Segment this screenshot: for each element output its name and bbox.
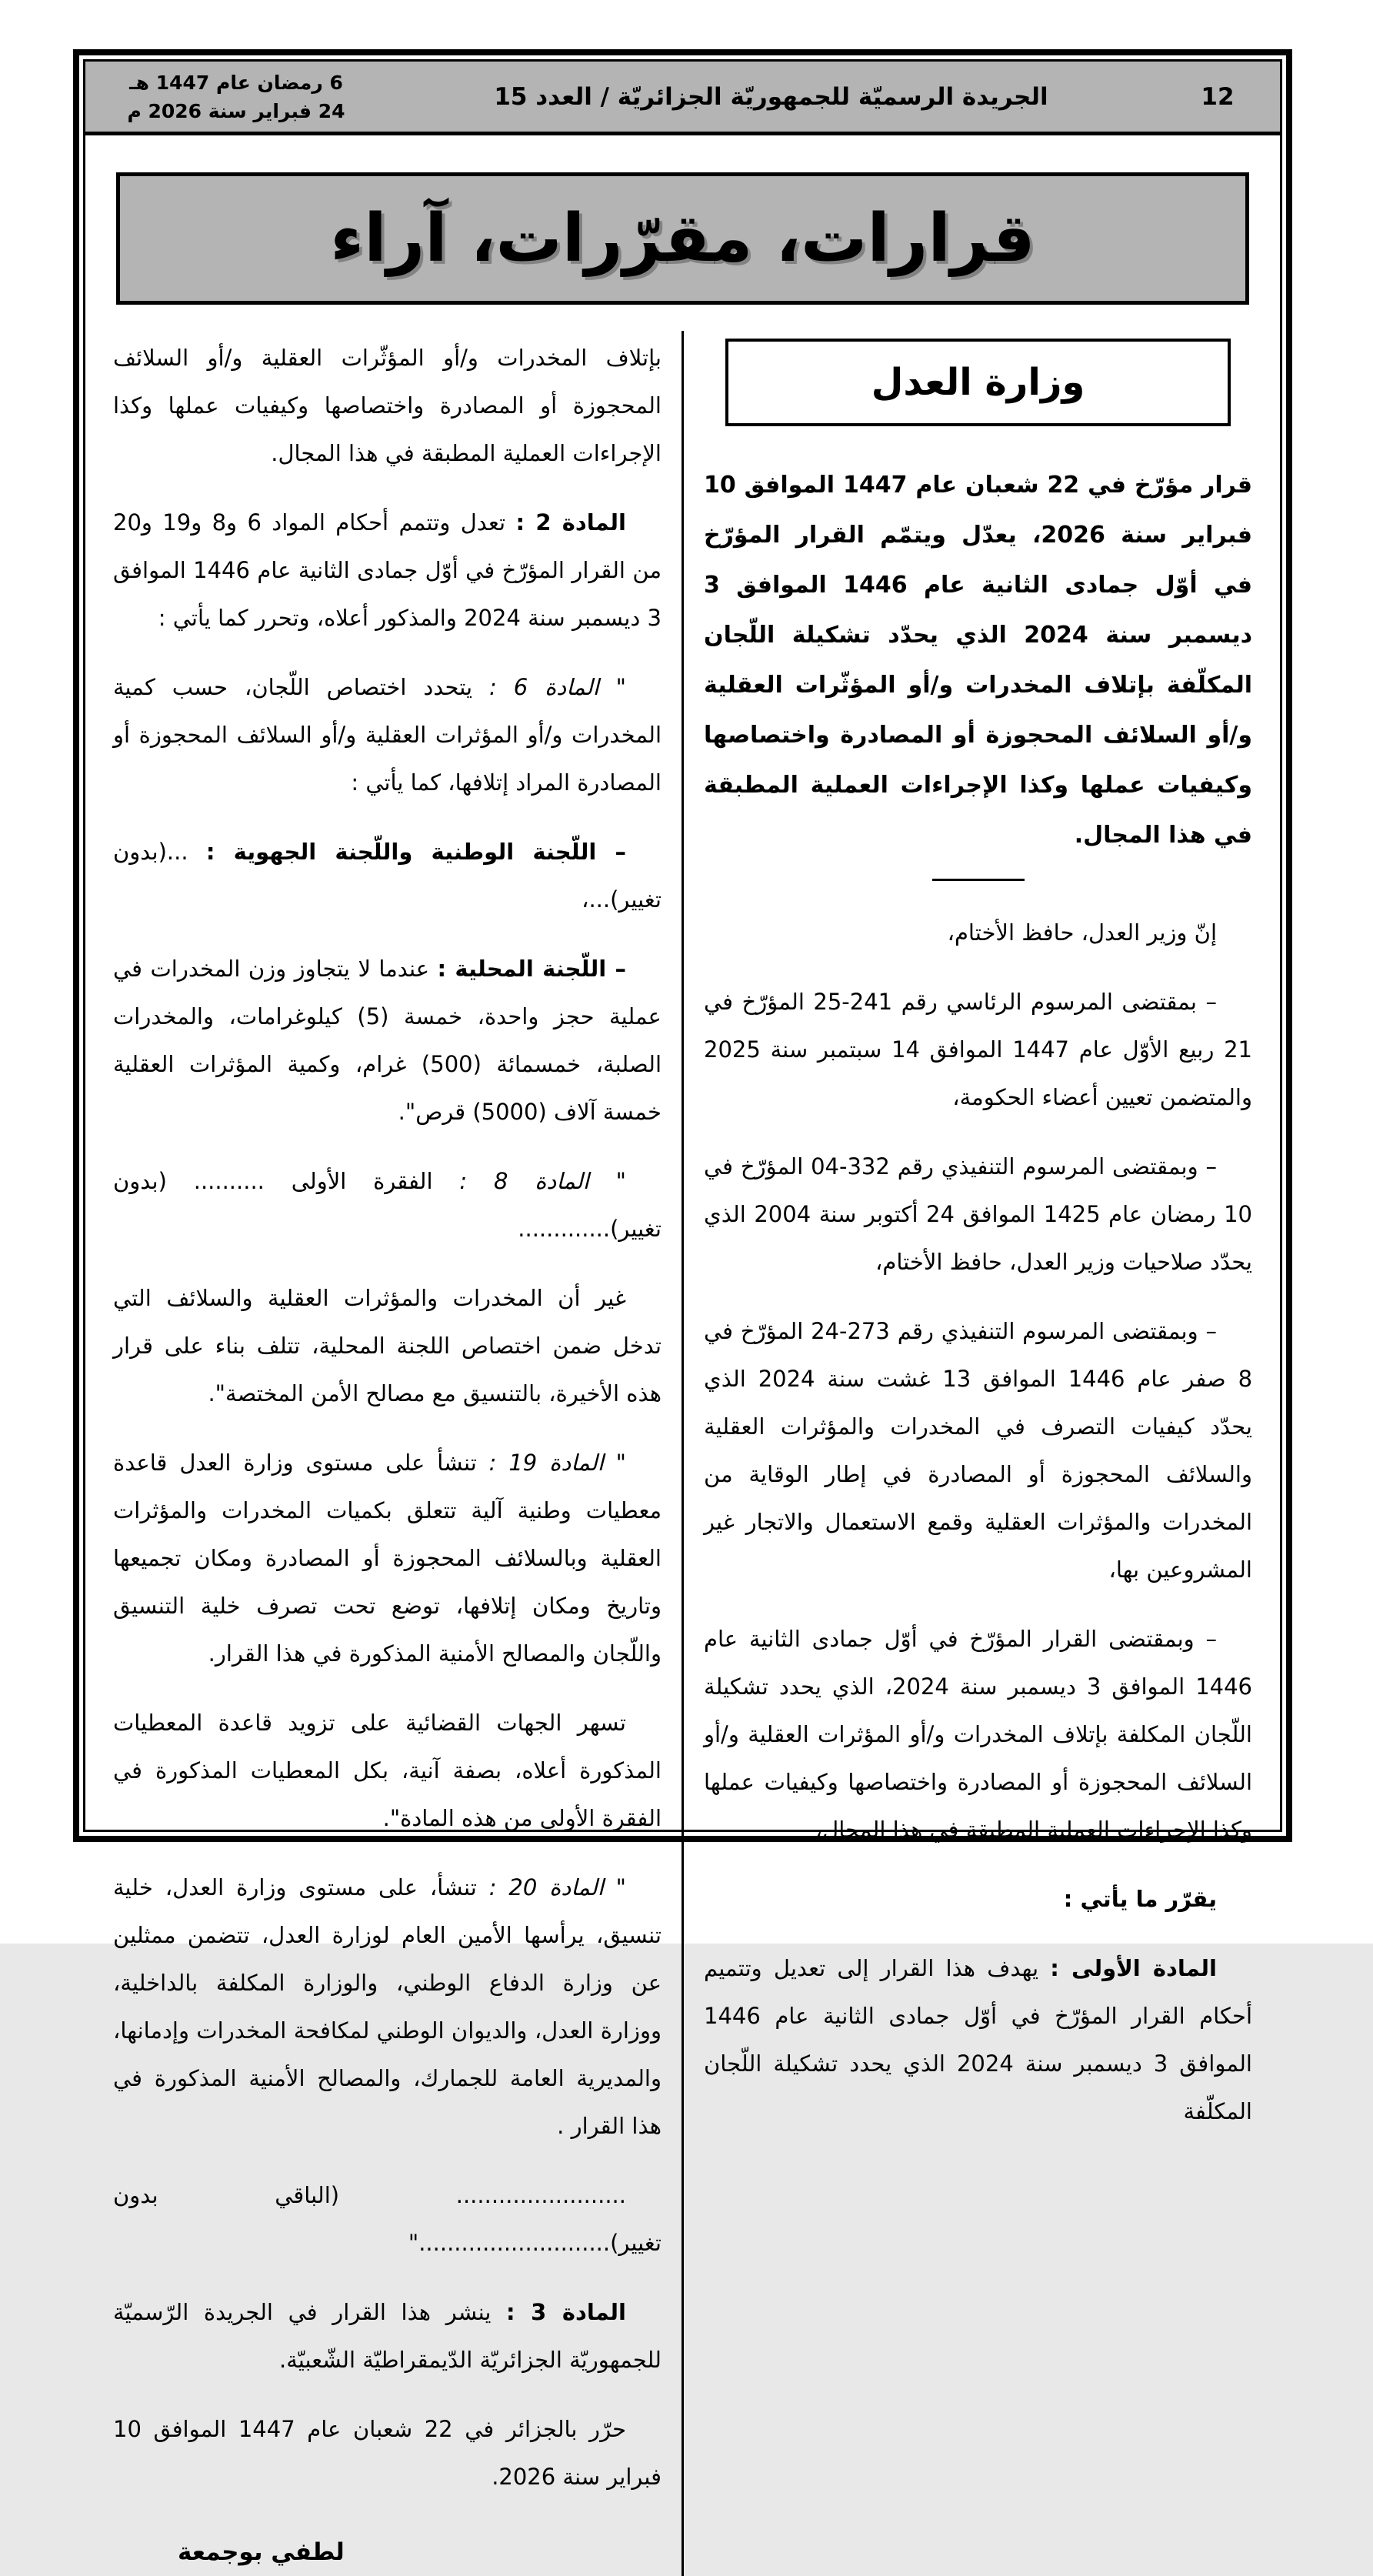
paragraph-exception: غير أن المخدرات والمؤثرات العقلية والسلائف التي تدخل ضمن اختصاص اللجنة المحلية، تتلف بناء على قرار هذه الأخيرة، بالتنسيق مع مصالح الأمن المختصة". <box>113 1285 662 1406</box>
header-bar <box>85 62 1280 135</box>
article-8-text: الفقرة الأولى .......... (بدون تغيير)............. <box>113 1168 662 1242</box>
separator-rule <box>932 879 1025 881</box>
page-frame <box>73 49 1292 2566</box>
article-20-text: تنشأ، على مستوى وزارة العدل، خلية تنسيق، يرأسها الأمين العام لوزارة العدل، تتضمن ممثلين عن وزارة الدفاع الوطني، والوزارة المكلفة بالداخلية، ووزارة العدل، والديوان الوطني لمكافحة المخدرات وإدمانها، والمديرية العامة للجمارك، والمصالح الأمنية المذكورة في هذا القرار . <box>113 1874 662 2139</box>
paragraph-article-20 <box>113 1864 662 2150</box>
article-2-lead: المادة 2 : <box>515 509 626 536</box>
article-1-text: يهدف هذا القرار إلى تعديل وتتميم أحكام القرار المؤرّخ في أوّل جمادى الثانية عام 1446 الموافق 3 ديسمبر سنة 2024 الذي يحدد تشكيلة اللّجان المكلّفة <box>704 1955 1252 2124</box>
paragraph-judicial-bodies: تسهر الجهات القضائية على تزويد قاعدة المعطيات المذكورة أعلاه، بصفة آنية، بكل المعطيات المذكورة في الفقرة الأولى من هذه المادة". <box>113 1710 662 1831</box>
header-date-hijri: 6 رمضان عام 1447 هـ <box>129 71 343 94</box>
paragraph-article-2 <box>113 499 662 642</box>
article-19-text: تنشأ على مستوى وزارة العدل قاعدة معطيات وطنية آلية تتعلق بكميات المخدرات والمؤثرات العقلية وبالسلائف المحجوزة أو المصادرة ومكان تجميعها وتاريخ ومكان إتلافها، توضع تحت تصرف خلية التنسيق واللّجان والمصالح الأمنية المذكورة في هذا القرار. <box>113 1450 662 1667</box>
decree-intro: قرار مؤرّخ في 22 شعبان عام 1447 الموافق 10 فبراير سنة 2026، يعدّل ويتمّم القرار المؤرّخ في أوّل جمادى الثانية عام 1446 الموافق 3 ديسمبر سنة 2024 الذي يحدّد تشكيلة اللّجان المكلّفة بإتلاف المخدرات و/أو المؤثّرات العقلية و/أو السلائف المحجوزة أو المصادرة واختصاصها وكيفيات عملها وكذا الإجراءات العملية المطبقة في هذا المجال. <box>704 472 1253 849</box>
paragraph-visa-1: – بمقتضى المرسوم الرئاسي رقم 241-25 المؤرّخ في 21 ربيع الأوّل عام 1447 الموافق 14 سبتمبر سنة 2025 والمتضمن تعيين أعضاء الحكومة، <box>704 989 1252 1110</box>
section-banner <box>116 172 1249 305</box>
column-right <box>684 331 1280 2576</box>
article-6-text: يتحدد اختصاص اللّجان، حسب كمية المخدرات و/أو المؤثرات العقلية و/أو السلائف المحجوزة أو المصادرة المراد إتلافها، كما يأتي : <box>113 674 662 796</box>
article-1-lead: المادة الأولى : <box>1050 1955 1217 1981</box>
article-2-text: تعدل وتتمم أحكام المواد 6 و8 و19 و20 من القرار المؤرّخ في أوّل جمادى الثانية عام 1446 الموافق 3 ديسمبر سنة 2024 والمذكور أعلاه، وتحرر كما يأتي : <box>113 509 662 631</box>
article-8-lead: " المادة 8 : <box>459 1168 626 1194</box>
paragraph-article-8 <box>113 1157 662 1253</box>
ministry-heading: وزارة العدل <box>871 361 1085 404</box>
paragraph-article-3 <box>113 2288 662 2384</box>
local-committee-text: عندما لا يتجاوز وزن المخدرات في عملية حجز واحدة، خمسة (5) كيلوغرامات، والمخدرات الصلبة، خمسمائة (500) غرام، وكمية المؤثرات العقلية خمسة آلاف (5000) قرص". <box>113 956 662 1125</box>
article-19-lead: " المادة 19 : <box>488 1450 626 1476</box>
paragraph-done-at: حرّر بالجزائر في 22 شعبان عام 1447 الموافق 10 فبراير سنة 2026. <box>113 2416 662 2490</box>
page-frame-inner <box>83 59 1282 2566</box>
signature: لطفي بوجمعة <box>178 2538 345 2566</box>
header-date-gregorian: 24 فبراير سنة 2026 م <box>127 99 345 122</box>
national-committee-lead: – اللّجنة الوطنية واللّجنة الجهوية : <box>205 839 626 865</box>
journal-title: الجريدة الرسميّة للجمهوريّة الجزائريّة / العدد 15 <box>494 82 1048 111</box>
paragraph-preamble: إنّ وزير العدل، حافظ الأختام، <box>947 919 1217 946</box>
article-3-lead: المادة 3 : <box>506 2299 626 2325</box>
article-20-lead: " المادة 20 : <box>488 1874 626 1900</box>
paragraph-national-committee <box>113 828 662 923</box>
paragraph-rest-unchanged: ........................ (الباقي بدون تغيير)..........................." <box>113 2182 662 2256</box>
paragraph-local-committee <box>113 945 662 1136</box>
paragraph-decides: يقرّر ما يأتي : <box>1063 1886 1217 1912</box>
ministry-heading-box <box>725 339 1231 426</box>
paragraph-article-1 <box>704 1944 1252 2135</box>
article-3-text: ينشر هذا القرار في الجريدة الرّسميّة للجمهوريّة الجزائريّة الدّيمقراطيّة الشّعبيّة. <box>113 2299 662 2373</box>
body-columns <box>85 331 1280 2576</box>
page-number: 12 <box>1201 82 1235 111</box>
header-dates <box>105 68 367 125</box>
section-banner-title: قرارات، مقرّرات، آراء <box>330 200 1035 277</box>
local-committee-lead: – اللّجنة المحلية : <box>437 956 626 982</box>
paragraph-continuation: بإتلاف المخدرات و/أو المؤثّرات العقلية و/أو السلائف المحجوزة أو المصادرة واختصاصها وكيفيات عملها وكذا الإجراءات العملية المطبقة في هذا المجال. <box>113 345 662 466</box>
paragraph-visa-3: – وبمقتضى المرسوم التنفيذي رقم 273-24 المؤرّخ في 8 صفر عام 1446 الموافق 13 غشت سنة 2024 الذي يحدّد كيفيات التصرف في المخدرات والمؤثرات العقلية والسلائف المحجوزة أو المصادرة في إطار الوقاية من المخدرات والمؤثرات العقلية وقمع الاستعمال والاتجار غير المشروعين بها، <box>704 1318 1253 1583</box>
paragraph-article-6 <box>113 663 662 806</box>
column-left <box>85 331 682 2576</box>
paragraph-visa-2: – وبمقتضى المرسوم التنفيذي رقم 332-04 المؤرّخ في 10 رمضان عام 1425 الموافق 24 أكتوبر سنة 2004 الذي يحدّد صلاحيات وزير العدل، حافظ الأختام، <box>704 1153 1252 1275</box>
paragraph-visa-4: – وبمقتضى القرار المؤرّخ في أوّل جمادى الثانية عام 1446 الموافق 3 ديسمبر سنة 2024، الذي يحدد تشكيلة اللّجان المكلفة بإتلاف المخدرات و/أو المؤثرات العقلية و/أو السلائف المحجوزة أو المصادرة واختصاصها وكيفيات عملها وكذا الإجراءات العملية المطبقة في هذا المجال، <box>704 1626 1252 1843</box>
article-6-lead: " المادة 6 : <box>489 674 626 700</box>
national-committee-text: ...(بدون تغيير)...، <box>113 839 662 913</box>
paragraph-article-19 <box>113 1439 662 1677</box>
